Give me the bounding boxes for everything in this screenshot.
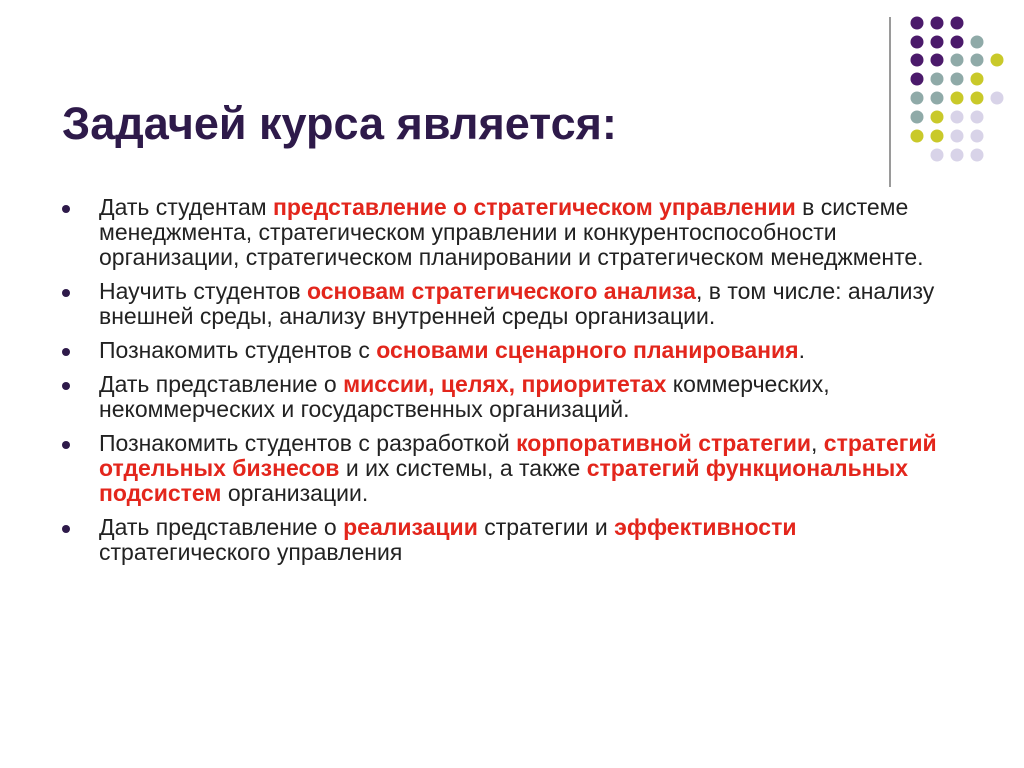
bullet-text: Дать представление о xyxy=(99,371,344,397)
decorative-dot xyxy=(951,149,964,162)
decorative-dot xyxy=(931,111,944,124)
decorative-dot xyxy=(991,54,1004,67)
decorative-dot xyxy=(971,111,984,124)
decorative-dot-grid xyxy=(0,0,1024,200)
highlighted-phrase: стратегий отдельных бизнесов xyxy=(99,430,937,481)
bullet-text: в системе менеджмента, стратегическом управлении и конкурентоспособности организации, стратегическом планировании и стратегическом менеджменте. xyxy=(99,194,924,270)
highlighted-phrase: реализации xyxy=(343,514,478,540)
bullet-text: . xyxy=(798,337,805,363)
slide-title: Задачей курса является: xyxy=(62,98,617,149)
decorative-dot xyxy=(911,17,924,30)
decorative-dot xyxy=(931,130,944,143)
decorative-dot xyxy=(951,130,964,143)
highlighted-phrase: представление о стратегическом управлении xyxy=(272,194,796,220)
decorative-dot xyxy=(991,92,1004,105)
highlighted-phrase: основами сценарного планирования xyxy=(376,337,799,363)
decorative-dot xyxy=(971,92,984,105)
bullet-item xyxy=(60,372,960,422)
decorative-dot xyxy=(931,17,944,30)
decorative-dot xyxy=(931,149,944,162)
bullet-list xyxy=(60,195,960,574)
highlighted-phrase: стратегий функциональных подсистем xyxy=(99,455,909,506)
bullet-item xyxy=(60,279,960,329)
highlighted-phrase: основам стратегического анализа xyxy=(307,278,696,304)
decorative-dot xyxy=(951,17,964,30)
bullet-text: Познакомить студентов с xyxy=(99,337,377,363)
bullet-text: стратегии и xyxy=(477,514,615,540)
decorative-dot xyxy=(911,36,924,49)
decorative-dot xyxy=(951,92,964,105)
bullet-item xyxy=(60,195,960,270)
decorative-dot xyxy=(911,54,924,67)
decorative-dot xyxy=(951,54,964,67)
decorative-dot xyxy=(911,73,924,86)
bullet-text: Научить студентов xyxy=(99,278,307,304)
decorative-dot xyxy=(931,92,944,105)
decorative-dot xyxy=(971,36,984,49)
decorative-dot xyxy=(911,111,924,124)
bullet-text: , xyxy=(811,430,824,456)
decorative-dot xyxy=(931,54,944,67)
decorative-dot xyxy=(971,130,984,143)
decorative-dot xyxy=(971,149,984,162)
highlighted-phrase: эффективности xyxy=(614,514,797,540)
bullet-text: коммерческих, некоммерческих и государственных организаций. xyxy=(99,371,830,422)
bullet-text: , в том числе: анализу внешней среды, анализу внутренней среды организации. xyxy=(99,278,935,329)
decorative-dot xyxy=(951,36,964,49)
decorative-dot xyxy=(971,73,984,86)
decorative-dot xyxy=(951,73,964,86)
decorative-dot xyxy=(971,54,984,67)
decorative-dot xyxy=(951,111,964,124)
decorative-dot xyxy=(911,130,924,143)
highlighted-phrase: корпоративной стратегии xyxy=(516,430,812,456)
decorative-dot xyxy=(931,73,944,86)
highlighted-phrase: миссии, целях, приоритетах xyxy=(343,371,667,397)
decorative-dot xyxy=(911,92,924,105)
decorative-dot xyxy=(931,36,944,49)
bullet-text: и их системы, а также xyxy=(339,455,587,481)
bullet-item xyxy=(60,515,960,565)
bullet-text: Дать представление о xyxy=(99,514,344,540)
bullet-text: стратегического управления xyxy=(99,539,403,565)
bullet-item xyxy=(60,431,960,506)
bullet-text: Познакомить студентов с разработкой xyxy=(99,430,517,456)
bullet-item xyxy=(60,338,960,363)
bullet-text: Дать студентам xyxy=(99,194,273,220)
bullet-text: организации. xyxy=(221,480,369,506)
